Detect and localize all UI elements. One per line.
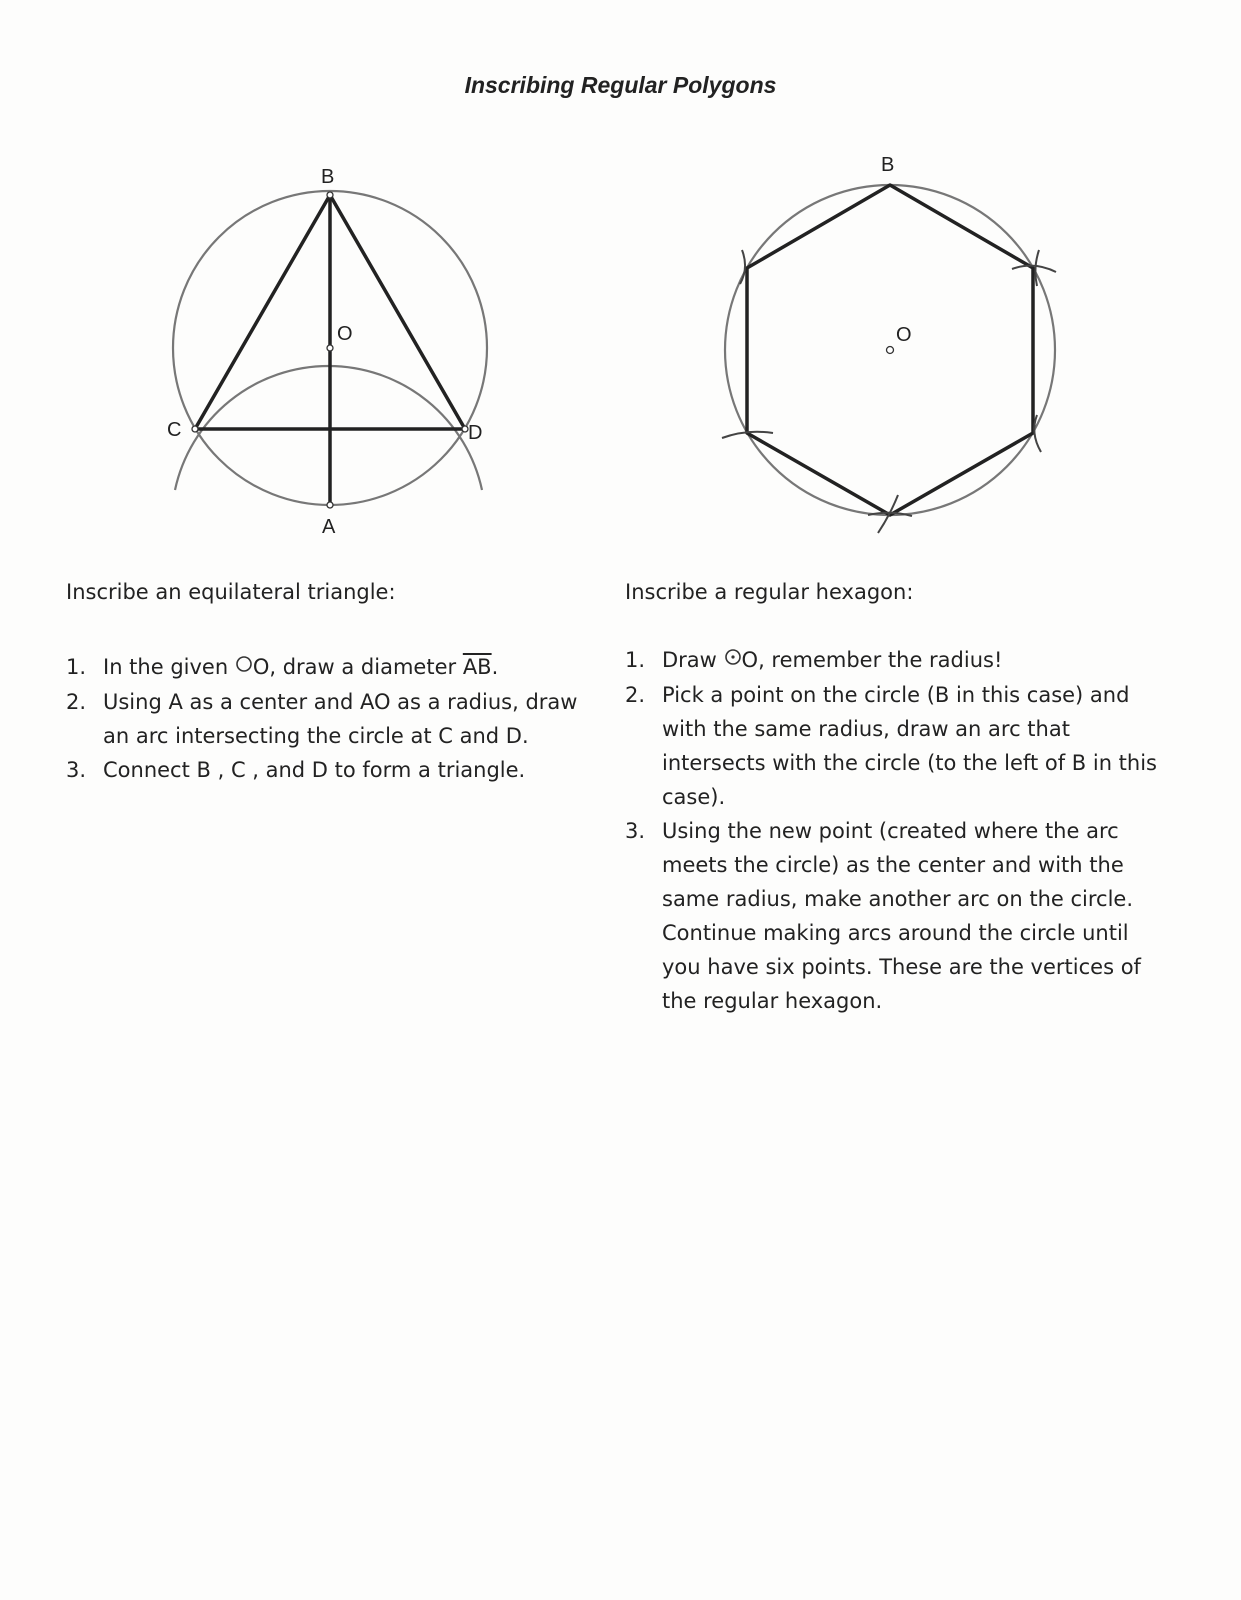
step-text: , draw a diameter <box>269 655 463 679</box>
triangle-heading: Inscribe an equilateral triangle: <box>66 580 396 604</box>
step-number: 2. <box>66 690 87 714</box>
list-item <box>625 814 1170 1018</box>
step-number: 3. <box>625 819 646 843</box>
list-item <box>66 650 586 685</box>
label-b: B <box>881 154 895 176</box>
page-title: Inscribing Regular Polygons <box>464 72 777 98</box>
triangle-construction-figure <box>150 155 510 550</box>
label-b: B <box>321 166 335 188</box>
step-text: Draw <box>662 648 724 672</box>
side-bd <box>330 195 465 429</box>
label-d: D <box>468 422 483 444</box>
point-a <box>327 502 333 508</box>
list-item <box>66 685 586 753</box>
step-number: 1. <box>625 648 646 672</box>
step-number: 1. <box>66 655 87 679</box>
side-bc <box>195 195 330 429</box>
point-c <box>192 426 198 432</box>
hexagon-heading: Inscribe a regular hexagon: <box>625 580 914 604</box>
list-item <box>66 753 586 787</box>
step-text: Pick a point on the circle (B in this case) and with the same radius, draw an arc that intersects with the circle (to the left of B in this case). <box>662 683 1157 809</box>
circle-name: O <box>741 648 759 672</box>
list-item <box>625 678 1170 814</box>
construction-arc-marks <box>722 250 1056 533</box>
circle-symbol-icon <box>235 649 253 683</box>
point-o <box>887 347 894 354</box>
circle-dot-symbol-icon <box>724 642 742 676</box>
label-a: A <box>322 516 336 538</box>
point-b <box>327 192 333 198</box>
label-o: O <box>337 323 353 345</box>
circle-name: O <box>252 655 270 679</box>
list-item <box>625 643 1170 678</box>
step-number: 3. <box>66 758 87 782</box>
triangle-steps <box>66 650 586 787</box>
step-text: In the given <box>103 655 235 679</box>
step-text: . <box>491 655 499 679</box>
hexagon-steps <box>625 643 1170 1018</box>
step-text: Using the new point (created where the arc meets the circle) as the center and with the same radius, make another arc on the circle. Continue making arcs around the circle until you have six points. These are the vertices of the regular hexagon. <box>662 819 1141 1013</box>
segment-ab: $\overline{AB}$ <box>462 655 492 679</box>
step-text: Using A as a center and AO as a radius, draw an arc intersecting the circle at C and D. <box>103 690 578 748</box>
step-text: Connect B , C , and D to form a triangle. <box>103 758 526 782</box>
hexagon-construction-figure <box>700 150 1080 550</box>
label-c: C <box>167 419 182 441</box>
step-text: , remember the radius! <box>758 648 1003 672</box>
label-o: O <box>896 324 912 346</box>
point-o <box>327 345 333 351</box>
step-number: 2. <box>625 683 646 707</box>
